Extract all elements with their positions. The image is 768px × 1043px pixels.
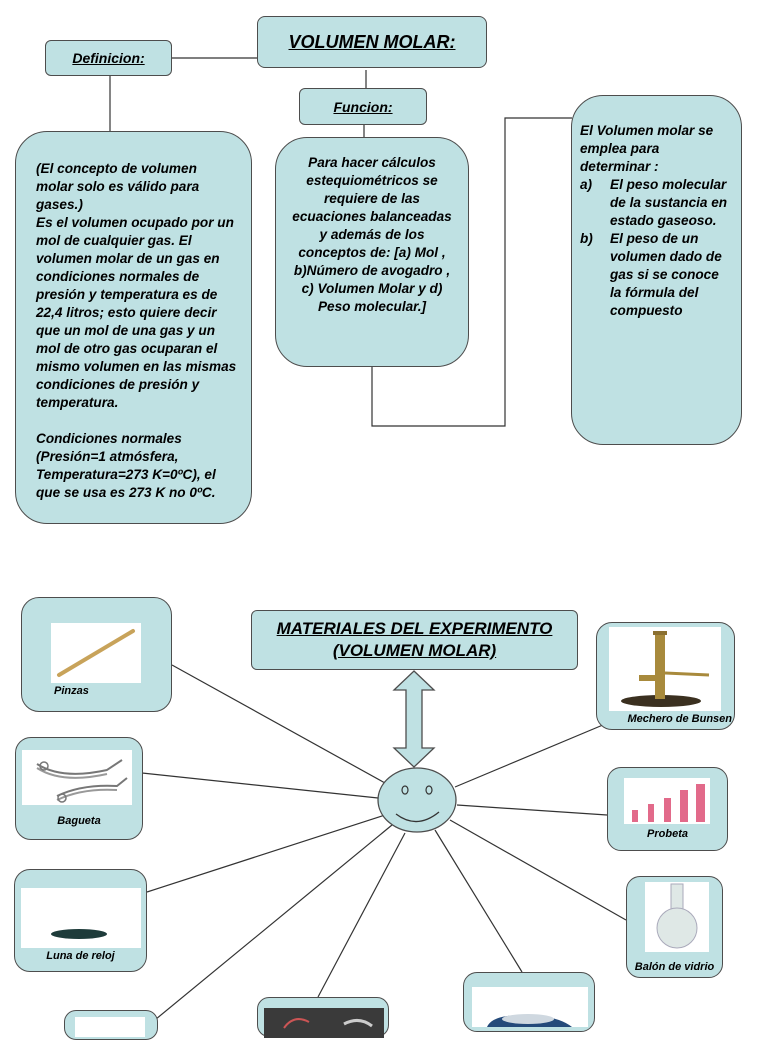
uso-marker-b: b) (580, 231, 593, 246)
partial-right-image (472, 987, 588, 1027)
material-card-partial-center (257, 997, 389, 1037)
mechero-label: Mechero de Bunsen (627, 713, 732, 725)
pinzas-image (51, 623, 141, 683)
definicion-text-2: Es el volumen ocupado por un mol de cualquier gas. El volumen molar de un gas en condiciones normales de presión y temperatura es de 22,4 litros; esto quiere decir que un mol de una gas y un mol de otro gas ocuparan el mismo volumen en las mismas condiciones de presión y temperatura. (36, 215, 237, 410)
uso-box (571, 95, 742, 445)
material-card-partial-right (463, 972, 595, 1032)
mechero-card (596, 622, 735, 730)
probeta-image (624, 778, 710, 824)
pinzas-card (21, 597, 172, 712)
funcion-text: Para hacer cálculos estequiométricos se requiere de las ecuaciones balanceadas y además de los conceptos de: [a) Mol , b)Número de avogadro , c) Volumen Molar y d) Peso molecular.] (292, 155, 452, 314)
uso-intro: El Volumen molar se emplea para determinar : (580, 123, 714, 174)
mechero-image (609, 627, 721, 711)
uso-text-a: El peso molecular de la sustancia en estado gaseoso. (610, 177, 728, 228)
uso-marker-a: a) (580, 177, 593, 192)
bagueta-label: Bagueta (57, 815, 101, 827)
probeta-label: Probeta (647, 828, 688, 840)
definicion-text-1: (El concepto de volumen molar solo es válido para gases.) (36, 161, 200, 212)
smiley-face-icon (378, 768, 456, 832)
luna-label: Luna de reloj (46, 950, 115, 962)
balon-card (626, 876, 723, 978)
funcion-box (275, 137, 469, 367)
luna-image (21, 888, 141, 948)
probeta-card (607, 767, 728, 851)
pinzas-label: Pinzas (54, 685, 89, 697)
definicion-label: Definicion: (45, 40, 172, 76)
definicion-box (15, 131, 252, 524)
balon-image (645, 882, 709, 952)
definicion-text-3: Condiciones normales (Presión=1 atmósfera, Temperatura=273 K=0ºC), el que se usa es 273 K no 0ºC. (36, 431, 216, 500)
bagueta-card (15, 737, 143, 840)
partial-left-image (75, 1017, 145, 1037)
materiales-title: MATERIALES DEL EXPERIMENTO (VOLUMEN MOLAR) (251, 610, 578, 670)
double-arrow-icon (394, 671, 434, 767)
bagueta-image (22, 750, 132, 805)
uso-item-b (580, 230, 731, 320)
volumen-molar-title: VOLUMEN MOLAR: (257, 16, 487, 68)
material-card-partial-left (64, 1010, 158, 1040)
balon-label: Balón de vidrio (634, 961, 715, 973)
funcion-label: Funcion: (299, 88, 427, 125)
uso-item-a (580, 176, 731, 230)
uso-text-b: El peso de un volumen dado de gas si se conoce la fórmula del compuesto (610, 231, 722, 318)
uso-list (580, 176, 731, 320)
luna-card (14, 869, 147, 972)
partial-center-image (264, 1008, 384, 1038)
